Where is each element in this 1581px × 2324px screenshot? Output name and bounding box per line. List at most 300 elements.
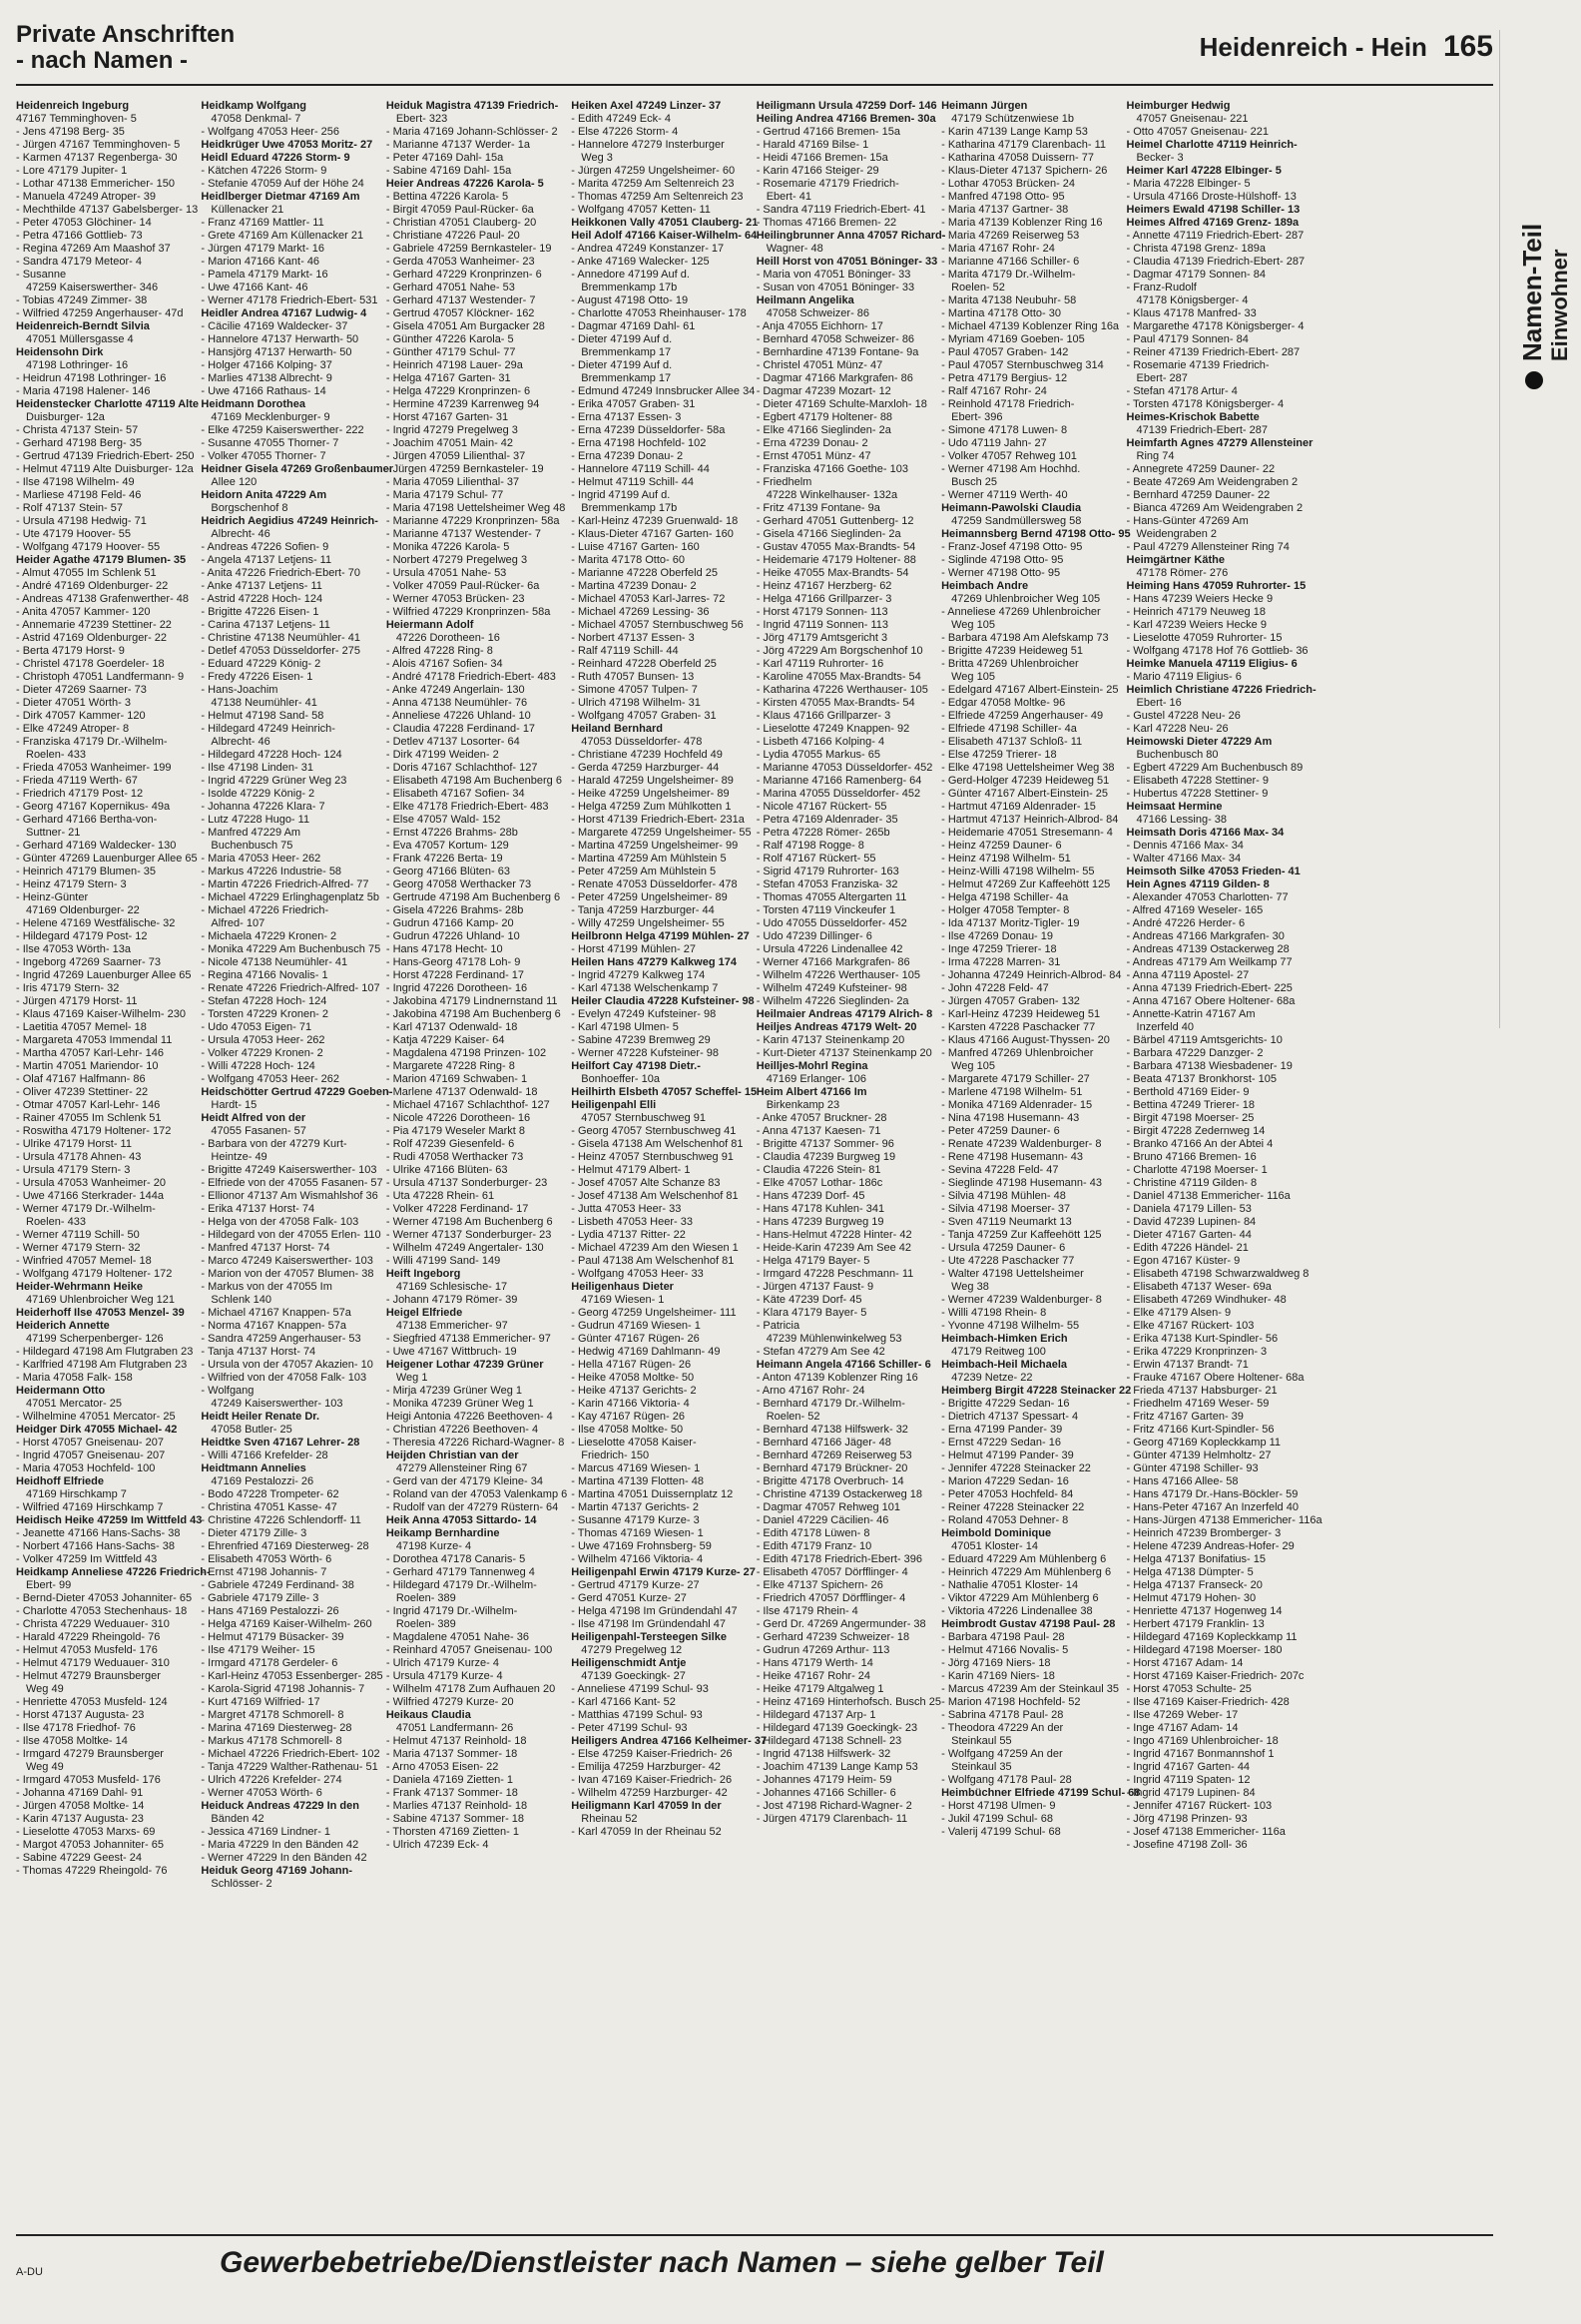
listing-entry: - Manfred 47137 Horst- 74 (201, 1242, 330, 1254)
listing-entry: - Erna 47198 Hochfeld- 102 (571, 437, 707, 449)
surname-entry: Heimowski Dieter 47229 Am (1126, 736, 1273, 748)
listing-entry: - Ralf 47167 Rohr- 24 (941, 385, 1047, 397)
listing-entry: - Maria 47053 Hochfeld- 100 (16, 1462, 156, 1474)
listing-entry: - Heike 47058 Moltke- 50 (571, 1372, 695, 1384)
listing-entry: - Hartmut 47169 Aldenrader- 15 (941, 801, 1096, 813)
listing-entry: - Horst 47199 Mühlen- 27 (571, 943, 696, 955)
surname-entry: Heiligenpahl Erwin 47179 Kurze- 27 (571, 1566, 756, 1578)
listing-entry: - Franz-Josef 47198 Otto- 95 (941, 541, 1083, 553)
listing-entry: Ebert- 41 (766, 191, 811, 203)
listing-entry: - Renate 47053 Düsseldorfer- 478 (571, 878, 738, 890)
listing-entry: - Willy 47259 Ungelsheimer- 55 (571, 917, 725, 929)
listing-entry: - Nicole 47226 Dorotheen- 16 (385, 1112, 531, 1124)
listing-entry: Weidengraben 2 (1136, 528, 1218, 540)
listing-entry: - Fredy 47226 Eisen- 1 (201, 671, 313, 683)
side-tab-label (1518, 224, 1574, 389)
listing-entry: - Tanja 47259 Zur Kaffeehött 125 (941, 1229, 1102, 1241)
listing-entry: - Renate 47226 Friedrich-Alfred- 107 (201, 982, 380, 994)
listing-entry: - Werner 47178 Friedrich-Ebert- 531 (201, 294, 378, 306)
listing-entry: - Gerhard 47229 Kronprinzen- 6 (385, 269, 542, 281)
listing-entry: - Maria 47269 Reiserweg 53 (941, 230, 1080, 242)
listing-entry: - Georg 47169 Kopleckkamp 11 (1126, 1437, 1282, 1449)
listing-entry: - Elfriede von der 47055 Fasanen- 57 (201, 1177, 383, 1189)
listing-entry: 47055 Fasanen- 57 (211, 1125, 306, 1137)
listing-entry: - Else 47259 Trierer- 18 (941, 749, 1057, 761)
surname-entry: Heidenstecker Charlotte 47119 Alte (16, 398, 200, 410)
surname-entry: Heimann Jürgen (941, 100, 1028, 112)
listing-entry: - Werner 47166 Markgrafen- 86 (756, 956, 910, 968)
listing-entry: 47169 Hirschkamp 7 (26, 1488, 127, 1500)
listing-entry: - Andreas 47166 Markgrafen- 30 (1126, 930, 1285, 942)
surname-entry: Heigel Elfriede (385, 1307, 463, 1319)
listing-entry: - Silvia 47198 Moerser- 37 (941, 1203, 1071, 1215)
listing-entry: - Gustav 47055 Max-Brandts- 54 (756, 541, 916, 553)
listing-entry: - Fritz 47166 Kurt-Spindler- 56 (1126, 1424, 1275, 1436)
listing-entry: - Annette-Katrin 47167 Am (1126, 1008, 1256, 1020)
listing-entry: - Wilhelm 47178 Zum Aufhauen 20 (385, 1683, 556, 1695)
listing-entry: - Manfred 47229 Am (201, 827, 301, 839)
listing-entry: - Hans-Peter 47167 An Inzerfeld 40 (1126, 1501, 1299, 1513)
listing-entry: - Joachim 47139 Lange Kamp 53 (756, 1761, 918, 1773)
listing-entry: - Jörg 47198 Prinzen- 93 (1126, 1813, 1248, 1825)
listing-entry: - Horst 47228 Ferdinand- 17 (385, 969, 525, 981)
listing-entry: - Erna 47239 Donau- 2 (571, 450, 684, 462)
listing-entry: - Berthold 47169 Eider- 9 (1126, 1086, 1250, 1098)
listing-entry: - Ingrid 47179 Dr.-Wilhelm- (385, 1605, 518, 1617)
listing-entry: Duisburger- 12a (26, 411, 105, 423)
listing-entry: - Norma 47167 Knappen- 57a (201, 1320, 346, 1332)
listing-entry: - Maria von 47051 Böninger- 33 (756, 269, 911, 281)
listing-entry: - Beate 47269 Am Weidengraben 2 (1126, 476, 1299, 488)
page-number: 165 (1442, 30, 1493, 63)
listing-entry: - Gerhard 47239 Schweizer- 18 (756, 1631, 910, 1643)
surname-entry: Heikkonen Vally 47051 Clauberg- 21 (571, 217, 759, 229)
listing-entry: - Gerhard 47137 Westender- 7 (385, 294, 536, 306)
listing-entry: Heigi Antonia 47226 Beethoven- 4 (385, 1411, 553, 1423)
listing-entry: - Hermine 47239 Karrenweg 94 (385, 398, 540, 410)
surname-entry: Heidrich Aegidius 47249 Heinrich- (201, 515, 378, 527)
listing-entry: - Daniel 47138 Emmericher- 116a (1126, 1190, 1291, 1202)
listing-entry: - Elke 47166 Sieglinden- 2a (756, 424, 891, 436)
listing-entry: - Hans 47179 Dr.-Hans-Böckler- 59 (1126, 1488, 1299, 1500)
surname-entry: Heider-Wehrmann Heike (16, 1281, 143, 1293)
listing-entry: - Barbara 47229 Danzger- 2 (1126, 1047, 1264, 1059)
listing-entry: - Helga 47229 Kronprinzen- 6 (385, 385, 531, 397)
listing-entry: - Udo 47055 Düsseldorfer- 452 (756, 917, 907, 929)
surname-entry: Heimbach-Himken Erich (941, 1333, 1068, 1345)
listing-entry: - Werner 47198 Am Hochhd. (941, 463, 1081, 475)
listing-entry: - Marcus 47239 Am der Steinkaul 35 (941, 1683, 1120, 1695)
listing-entry: Bremmenkamp 17 (581, 372, 672, 384)
listing-entry: - Volker 47259 Im Wittfeld 43 (16, 1553, 158, 1565)
listing-entry: - Petra 47166 Gottlieb- 73 (16, 230, 143, 242)
footer-rule (16, 2234, 1493, 2236)
surname-entry: Heiligenpahl Elli (571, 1099, 657, 1111)
listing-entry: - Helga 47198 Schiller- 4a (941, 891, 1069, 903)
listing-entry: - Josef 47138 Emmericher- 116a (1126, 1826, 1286, 1838)
listing-entry: - Ernst 47226 Brahms- 28b (385, 827, 518, 839)
listing-entry: - August 47198 Otto- 19 (571, 294, 689, 306)
listing-entry: - Markus 47178 Schmorell- 8 (201, 1735, 342, 1747)
listing-entry: - Iris 47179 Stern- 32 (16, 982, 120, 994)
listing-entry: - Ursula 47053 Wanheimer- 20 (16, 1177, 166, 1189)
listing-entry: - Oliver 47239 Stettiner- 22 (16, 1086, 149, 1098)
listing-entry: Buchenbusch 80 (1136, 749, 1219, 761)
listing-entry: 47178 Königsberger- 4 (1136, 294, 1249, 306)
listing-entry: - Regina 47166 Novalis- 1 (201, 969, 328, 981)
listing-entry: - Margareta 47053 Immendal 11 (16, 1034, 173, 1046)
listing-entry: - Siegfried 47138 Emmericher- 97 (385, 1333, 551, 1345)
listing-entry: - Marita 47178 Otto- 60 (571, 554, 685, 566)
listing-entry: - Heike 47259 Ungelsheimer- 89 (571, 788, 730, 800)
listing-entry: - Marianne 47229 Kronprinzen- 58a (385, 515, 560, 527)
listing-entry: - Günter 47167 Albert-Einstein- 25 (941, 788, 1109, 800)
listing-entry: - Anja 47055 Eichhorn- 17 (756, 320, 883, 332)
listing-entry: - Holger 47166 Kolping- 37 (201, 359, 332, 371)
listing-entry: Steinkaul 35 (951, 1761, 1012, 1773)
listing-entry: - Christine 47139 Ostackerweg 18 (756, 1488, 922, 1500)
listing-entry: - Pamela 47179 Markt- 16 (201, 269, 328, 281)
listing-entry: - Gerhard 47051 Guttenberg- 12 (756, 515, 914, 527)
listing-entry: - Jürgen 47179 Horst- 11 (16, 995, 138, 1007)
listing-entry: - Franziska 47166 Goethe- 103 (756, 463, 908, 475)
listing-entry: - Friedrich 47179 Post- 12 (16, 788, 144, 800)
listing-entry: - Marina 47169 Diesterweg- 28 (201, 1722, 352, 1734)
listing-entry: - Nina 47198 Husemann- 43 (941, 1112, 1080, 1124)
listing-entry: - Fritz 47139 Fontane- 9a (756, 502, 880, 514)
listing-entry: - Peter 47259 Dauner- 6 (941, 1125, 1060, 1137)
listing-entry: - Anita 47226 Friedrich-Ebert- 70 (201, 567, 361, 579)
listing-entry: - Marianne 47137 Werder- 1a (385, 139, 530, 151)
section-title: Private Anschriften (16, 21, 236, 48)
surname-entry: Heidkamp Wolfgang (201, 100, 306, 112)
listing-entry: - Gertrud 47139 Friedrich-Ebert- 250 (16, 450, 195, 462)
listing-entry: - Grete 47169 Am Küllenacker 21 (201, 230, 364, 242)
listing-entry: - Helmut 47119 Schill- 44 (571, 476, 694, 488)
listing-entry: - Gabriele 47259 Bernkasteler- 19 (385, 243, 552, 255)
listing-entry: - Erika 47137 Horst- 74 (201, 1203, 315, 1215)
listing-entry: 47249 Kaiserswerther- 103 (211, 1398, 343, 1410)
listing-entry: - Willi 47228 Hoch- 124 (201, 1060, 315, 1072)
listing-entry: - Gudrun 47166 Kamp- 20 (385, 917, 514, 929)
listing-entry: 47169 Oldenburger- 22 (26, 904, 140, 916)
listing-entry: 47199 Scherpenberger- 126 (26, 1333, 164, 1345)
listing-entry: - Heinz 47179 Stern- 3 (16, 878, 127, 890)
listing-entry: Buchenbusch 75 (211, 840, 293, 852)
listing-entry: - Volker 47055 Thorner- 7 (201, 450, 326, 462)
listing-entry: - Carina 47137 Letjens- 11 (201, 619, 330, 631)
listing-entry: - Hans 47178 Hecht- 10 (385, 943, 503, 955)
surname-entry: Heiland Bernhard (571, 723, 663, 735)
listing-entry: - Werner 47179 Dr.-Wilhelm- (16, 1203, 156, 1215)
listing-entry: - Heidemarie 47051 Stresemann- 4 (941, 827, 1113, 839)
listing-entry: - Heidi 47166 Bremen- 15a (756, 152, 888, 164)
listing-entry: - Thomas 47055 Altergarten 11 (756, 891, 907, 903)
listing-entry: - Marianne 47166 Schiller- 6 (941, 256, 1080, 268)
listing-entry: - Thorsten 47169 Zietten- 1 (385, 1826, 519, 1838)
listing-entry: - Christa 47137 Stein- 57 (16, 424, 139, 436)
listing-entry: - Wilfried 47259 Angerhauser- 47d (16, 307, 184, 319)
listing-entry: - Friedhelm (756, 476, 812, 488)
listing-entry: Steinkaul 55 (951, 1735, 1012, 1747)
listing-entry: - Paul 47057 Graben- 142 (941, 346, 1069, 358)
listing-entry: - Horst 47179 Sonnen- 113 (756, 606, 888, 618)
listing-entry: - Helene 47169 Westfälische- 32 (16, 917, 176, 929)
listing-entry: - Ilse 47058 Moltke- 14 (16, 1735, 128, 1747)
listing-entry: - Dieter 47179 Zille- 3 (201, 1527, 307, 1539)
listing-entry: - Martina 47239 Donau- 2 (571, 580, 697, 592)
listing-entry: - Reiner 47228 Steinacker 22 (941, 1501, 1085, 1513)
listing-entry: - Emilija 47259 Harzburger- 42 (571, 1761, 722, 1773)
listing-entry: - Wilfried 47279 Kurze- 20 (385, 1696, 514, 1708)
listing-entry: - Dennis 47166 Max- 34 (1126, 840, 1244, 852)
listing-entry: - Hans-Helmut 47228 Hinter- 42 (756, 1229, 912, 1241)
listing-entry: - Margarete 47228 Ring- 8 (385, 1060, 515, 1072)
surname-entry: Heiligenpahl-Tersteegen Silke (571, 1631, 727, 1643)
listing-entry: - Werner 47137 Sonderburger- 23 (385, 1229, 552, 1241)
listing-entry: - Marita 47138 Neubuhr- 58 (941, 294, 1077, 306)
surname-entry: Heijden Christian van der (385, 1450, 519, 1461)
listing-entry: - Elisabeth 47057 Dörfflinger- 4 (756, 1566, 908, 1578)
listing-entry: - Reinhold 47178 Friedrich- (941, 398, 1075, 410)
listing-entry: - Fritz 47167 Garten- 39 (1126, 1411, 1244, 1423)
listing-entry: Hardt- 15 (211, 1099, 258, 1111)
listing-entry: - Karl-Heinz 47239 Heideweg 51 (941, 1008, 1101, 1020)
listing-entry: - Margret 47178 Schmorell- 8 (201, 1709, 344, 1721)
listing-entry: - Dietrich 47137 Spessart- 4 (941, 1411, 1079, 1423)
listing-entry: Bremmenkamp 17b (581, 282, 678, 293)
listing-entry: - Martin 47137 Gerichts- 2 (571, 1501, 700, 1513)
listing-entry: - Jürgen 47259 Bernkasteler- 19 (385, 463, 544, 475)
listing-entry: - Holger 47058 Tempter- 8 (941, 904, 1070, 916)
listing-entry: - Lydia 47055 Markus- 65 (756, 749, 881, 761)
listing-entry: - Edith 47226 Händel- 21 (1126, 1242, 1249, 1254)
listing-entry: - Volker 47057 Rehweg 101 (941, 450, 1077, 462)
listing-entry: - Günter 47198 Schiller- 93 (1126, 1462, 1259, 1474)
listing-entry: - Günter 47269 Lauenburger Allee 65 (16, 853, 198, 865)
listing-entry: - Ingrid 47226 Dorotheen- 16 (385, 982, 528, 994)
listing-entry: 47178 Römer- 276 (1136, 567, 1229, 579)
listing-entry: - Margarethe 47178 Königsberger- 4 (1126, 320, 1305, 332)
surname-entry: Heimes-Krischok Babette (1126, 411, 1260, 423)
listing-entry: - Else 47226 Storm- 4 (571, 126, 679, 138)
listing-entry: - Irmgard 47178 Gerdeler- 6 (201, 1657, 338, 1669)
listing-entry: - Hans 47179 Werth- 14 (756, 1657, 873, 1669)
listing-entry: - Reinhard 47228 Oberfeld 25 (571, 658, 717, 670)
listing-entry: - Jost 47198 Richard-Wagner- 2 (756, 1800, 912, 1812)
listing-entry: - Brigitte 47178 Overbruch- 14 (756, 1475, 904, 1487)
listing-entry: - Ulrich 47198 Wilhelm- 31 (571, 697, 701, 709)
surname-entry: Heiligers Andrea 47166 Kelheimer- 37 (571, 1735, 768, 1747)
listing-entry: - Hildegard 47249 Heinrich- (201, 723, 335, 735)
listing-entry: - Helmut 47269 Zur Kaffeehött 125 (941, 878, 1111, 890)
listing-entry: - Christiane 47226 Paul- 20 (385, 230, 520, 242)
listing-entry: - John 47228 Feld- 47 (941, 982, 1049, 994)
listing-entry: - Martina 47178 Otto- 30 (941, 307, 1061, 319)
listing-entry: Weg 1 (395, 1372, 428, 1384)
listing-entry: Ebert- 396 (951, 411, 1003, 423)
listing-entry: - Jutta 47053 Heer- 33 (571, 1203, 682, 1215)
listing-entry: 47239 Netze- 22 (951, 1372, 1033, 1384)
listing-entry: - Helmut 47279 Braunsberger (16, 1670, 161, 1682)
listing-entry: - Ilse 47198 Linden- 31 (201, 762, 313, 774)
listing-entry: - Cäcilie 47169 Waldecker- 37 (201, 320, 348, 332)
listing-entry: - Klaus 47166 August-Thyssen- 20 (941, 1034, 1110, 1046)
listing-entry: - Karin 47137 Steinenkamp 20 (756, 1034, 905, 1046)
listing-entry: Friedrich- 150 (581, 1450, 650, 1461)
listing-entry: - Peter 47053 Hochfeld- 84 (941, 1488, 1074, 1500)
listing-entry: - Alexander 47053 Charlotten- 77 (1126, 891, 1289, 903)
listing-entry: - Christiane 47239 Hochfeld 49 (571, 749, 723, 761)
listing-entry: - Torsten 47119 Vinckeufer 1 (756, 904, 896, 916)
listing-entry: - Hedwig 47169 Dahlmann- 49 (571, 1346, 721, 1358)
listing-entry: - Alfred 47169 Weseler- 165 (1126, 904, 1264, 916)
listing-entry: - Hildegard von der 47055 Erlen- 110 (201, 1229, 381, 1241)
listing-entry: - Heinz 47057 Sternbuschweg 91 (571, 1151, 734, 1163)
listing-entry: - André 47226 Herder- 6 (1126, 917, 1246, 929)
surname-entry: Heiermann Adolf (385, 619, 474, 631)
listing-entry: - Bernhard 47166 Jäger- 48 (756, 1437, 891, 1449)
surname-entry: Hein Agnes 47119 Gilden- 8 (1126, 878, 1270, 890)
listing-entry: - Wolfgang 47179 Hoover- 55 (16, 541, 161, 553)
listing-entry: - Gudrun 47269 Arthur- 113 (756, 1644, 890, 1656)
listing-entry: - Helmut 47166 Novalis- 5 (941, 1644, 1069, 1656)
listing-entry: - Klaus 47169 Kaiser-Wilhelm- 230 (16, 1008, 186, 1020)
listing-entry: - Werner 47053 Wörth- 6 (201, 1787, 322, 1799)
listing-entry: - Margot 47053 Johanniter- 65 (16, 1839, 164, 1851)
listing-entry: - Heike 47137 Gerichts- 2 (571, 1385, 697, 1397)
listing-entry: - Kirsten 47055 Max-Brandts- 54 (756, 697, 915, 709)
listing-entry: - Ulrich 47239 Eck- 4 (385, 1839, 489, 1851)
surname-entry: Heimbold Dominique (941, 1527, 1052, 1539)
listing-entry: Borgschenhof 8 (211, 502, 288, 514)
listing-entry: - Sandra 47119 Friedrich-Ebert- 41 (756, 204, 926, 216)
surname-entry: Heimsaat Hermine (1126, 801, 1223, 813)
surname-entry: Heidmann Dorothea (201, 398, 305, 410)
listing-entry: - Anton 47139 Koblenzer Ring 16 (756, 1372, 918, 1384)
listing-entry: - Lutz 47228 Hugo- 11 (201, 814, 310, 826)
listing-entry: - Johanna 47249 Heinrich-Albrod- 84 (941, 969, 1122, 981)
listing-entry: - Barbara 47198 Paul- 28 (941, 1631, 1065, 1643)
listing-entry: - Hubertus 47228 Stettiner- 9 (1126, 788, 1269, 800)
surname-entry: Heimsoth Silke 47053 Frieden- 41 (1126, 866, 1301, 877)
listing-entry: - Irma 47228 Marren- 31 (941, 956, 1061, 968)
surname-entry: Heimbüchner Elfriede 47199 Schul- 68 (941, 1787, 1141, 1799)
listing-entry: - Josef 47057 Alte Schanze 83 (571, 1177, 721, 1189)
surname-entry: Heimfarth Agnes 47279 Allensteiner (1126, 437, 1314, 449)
listing-entry: - Sandra 47179 Meteor- 4 (16, 256, 142, 268)
listing-entry: - Michael 47053 Karl-Jarres- 72 (571, 593, 726, 605)
listing-entry: - Sandra 47259 Angerhauser- 53 (201, 1333, 361, 1345)
listing-entry: Weg 105 (951, 1060, 995, 1072)
listing-entry: - Anneliese 47226 Uhland- 10 (385, 710, 531, 722)
listing-entry: - Gerda 47053 Wanheimer- 23 (385, 256, 535, 268)
listing-entry: - Bernhard 47138 Hilfswerk- 32 (756, 1424, 908, 1436)
listing-entry: - Helmut 47053 Musfeld- 176 (16, 1644, 158, 1656)
listing-entry: - Eduard 47229 König- 2 (201, 658, 321, 670)
listing-entry: - Heinz 47169 Hinterhofsch. Busch 25 (756, 1696, 941, 1708)
listing-entry: 47269 Uhlenbroicher Weg 105 (951, 593, 1101, 605)
surname-entry: Heik Anna 47053 Sittardo- 14 (385, 1514, 537, 1526)
listing-entry: - Matthias 47199 Schul- 93 (571, 1709, 703, 1721)
listing-entry: Bonhoeffer- 10a (581, 1073, 660, 1085)
listing-entry: - Lisbeth 47053 Heer- 33 (571, 1216, 693, 1228)
listing-entry: - Stefan 47279 Am See 42 (756, 1346, 885, 1358)
listing-entry: - Karin 47169 Niers- 18 (941, 1670, 1055, 1682)
listing-entry: - Erna 47137 Essen- 3 (571, 411, 682, 423)
listing-entry: - Elke 47057 Lothar- 186c (756, 1177, 883, 1189)
listing-column (16, 100, 211, 2206)
listing-entry: - Helmut 47137 Reinhold- 18 (385, 1735, 527, 1747)
listing-entry: Bremmenkamp 17 (581, 346, 672, 358)
listing-entry: - Torsten 47229 Kronen- 2 (201, 1008, 329, 1020)
listing-entry: - Detlef 47053 Düsseldorfer- 275 (201, 645, 361, 657)
listing-entry: - Jürgen 47259 Ungelsheimer- 60 (571, 165, 736, 177)
listing-entry: - Christel 47051 Münz- 47 (756, 359, 883, 371)
listing-entry: - Hildegard 47139 Goeckingk- 23 (756, 1722, 918, 1734)
listing-entry: - Markus von der 47055 Im (201, 1281, 332, 1293)
listing-entry: - Myriam 47169 Goeben- 105 (941, 333, 1085, 345)
listing-entry: - Heidemarie 47179 Holtener- 88 (756, 554, 916, 566)
listing-entry: - Anita 47057 Kammer- 120 (16, 606, 151, 618)
listing-entry: - Hans-Georg 47178 Loh- 9 (385, 956, 521, 968)
listing-entry: - Karin 47139 Lange Kamp 53 (941, 126, 1088, 138)
surname-entry: Heimbach-Heil Michaela (941, 1359, 1068, 1371)
listing-entry: 47169 Uhlenbroicher Weg 121 (26, 1294, 176, 1306)
listing-entry: - Thomas 47259 Am Seltenreich 23 (571, 191, 744, 203)
surname-entry: Heiderhoff Ilse 47053 Menzel- 39 (16, 1307, 185, 1319)
listing-entry: - Hans 47166 Allee- 58 (1126, 1475, 1239, 1487)
listing-entry: - Magdalena 47198 Prinzen- 102 (385, 1047, 547, 1059)
listing-entry: - Stefan 47178 Artur- 4 (1126, 385, 1238, 397)
listing-entry: - Bernhard 47058 Schweizer- 86 (756, 333, 915, 345)
listing-entry: - André 47178 Friedrich-Ebert- 483 (385, 671, 556, 683)
listing-entry: - Georg 47167 Kopernikus- 49a (16, 801, 171, 813)
surname-entry: Heigener Lothar 47239 Grüner (385, 1359, 544, 1371)
listing-entry: - Ivan 47169 Kaiser-Friedrich- 26 (571, 1774, 733, 1786)
listing-entry: - Wilhelm 47226 Werthauser- 105 (756, 969, 920, 981)
surname-entry: Heiligmann Ursula 47259 Dorf- 146 (756, 100, 937, 112)
listing-entry: - Elke 47167 Rückert- 103 (1126, 1320, 1255, 1332)
listing-entry: - Ilse 47058 Moltke- 50 (571, 1424, 684, 1436)
listing-entry: - Peter 47053 Glöchiner- 14 (16, 217, 152, 229)
listing-entry: - Martin 47051 Mariendor- 10 (16, 1060, 159, 1072)
listing-entry: - Olaf 47167 Halfmann- 86 (16, 1073, 146, 1085)
listing-entry: - Gerd van der 47179 Kleine- 34 (385, 1475, 543, 1487)
listing-entry: - Helmut 47199 Pander- 39 (941, 1450, 1074, 1461)
listing-entry: - Volker 47059 Paul-Rücker- 6a (385, 580, 540, 592)
listing-entry: Albrecht- 46 (211, 528, 270, 540)
listing-entry: 47139 Friedrich-Ebert- 287 (1136, 424, 1268, 436)
listing-entry: - Klaus 47166 Grillparzer- 3 (756, 710, 891, 722)
listing-entry: 47058 Schweizer- 86 (766, 307, 870, 319)
listing-entry: - Helmut 47198 Sand- 58 (201, 710, 324, 722)
listing-entry: - Norbert 47166 Hans-Sachs- 38 (16, 1540, 175, 1552)
listing-entry: - Karl 47228 Neu- 26 (1126, 723, 1229, 735)
listing-entry: - Hildegard 47169 Kopleckkamp 11 (1126, 1631, 1298, 1643)
listing-column (1126, 100, 1322, 2206)
listing-entry: - Karlfried 47198 Am Flutgraben 23 (16, 1359, 188, 1371)
listing-entry: - Maria 47169 Johann-Schlösser- 2 (385, 126, 558, 138)
listing-entry: - Hildegard 47198 Am Flutgraben 23 (16, 1346, 194, 1358)
listing-entry: - Viktoria 47226 Lindenallee 38 (941, 1605, 1093, 1617)
listing-entry: - Elke 47179 Alsen- 9 (1126, 1307, 1232, 1319)
listing-entry: 47169 Pestalozzi- 26 (211, 1475, 314, 1487)
listing-entry: - Johanna 47169 Dahl- 91 (16, 1787, 144, 1799)
listing-entry: - Christine 47138 Neumühler- 41 (201, 632, 361, 644)
listing-entry: - Hans-Jürgen 47138 Emmericher- 116a (1126, 1514, 1322, 1526)
listing-entry: - Karoline 47055 Max-Brandts- 54 (756, 671, 921, 683)
